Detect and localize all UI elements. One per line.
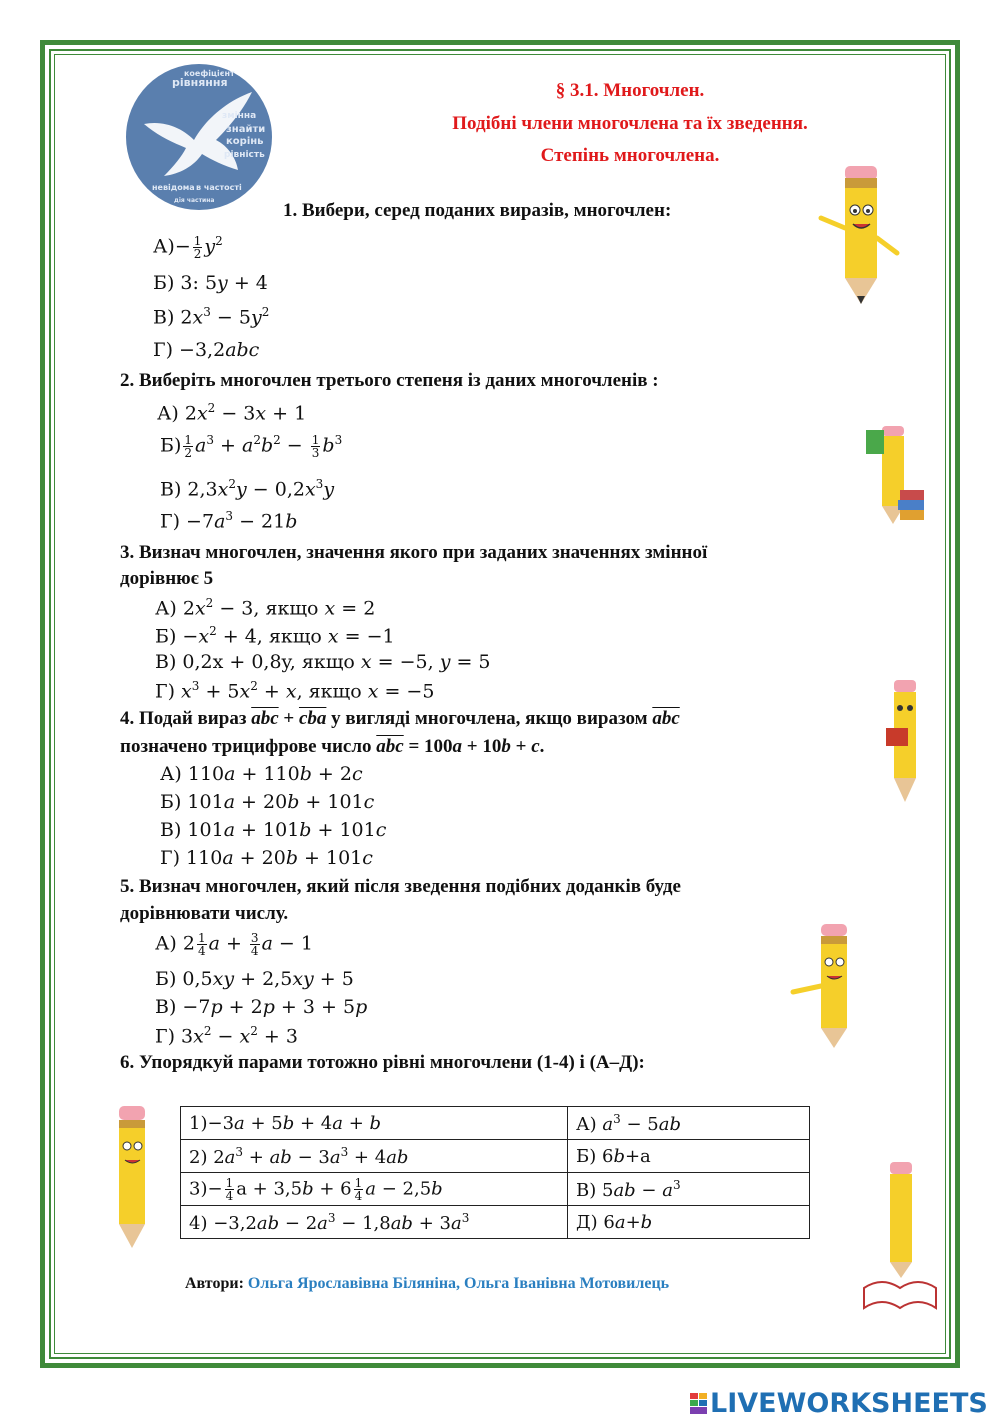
question-1: 1. Вибери, серед поданих виразів, многочлен: bbox=[283, 200, 672, 221]
table-row bbox=[181, 1140, 810, 1173]
liveworksheets-brand[interactable]: LIVEWORKSHEETS bbox=[690, 1388, 988, 1419]
logo-word: змінна bbox=[222, 111, 257, 121]
q1-option-a[interactable]: А)− $\frac{1}{2}$ $y^2$ bbox=[153, 233, 223, 261]
q3-option-c[interactable]: В) 0,2x + 0,8y, якщо x = −5, y = 5 bbox=[155, 651, 491, 673]
q2-option-b[interactable]: Б) $\frac{1}{2}$ $a^3 + a^2b^2$ − $\frac{1}{3}$ $b^3$ bbox=[160, 432, 343, 460]
logo-word: рівняння bbox=[172, 76, 228, 89]
question-3-line1: 3. Визнач многочлен, значення якого при заданих значеннях змінної bbox=[120, 542, 708, 563]
question-2: 2. Виберіть многочлен третього степеня із даних многочленів : bbox=[120, 370, 659, 391]
question-6: 6. Упорядкуй парами тотожно рівні многочлени (1-4) і (А–Д): bbox=[120, 1052, 645, 1073]
liveworksheets-logo-icon bbox=[690, 1393, 708, 1415]
pencil-book-icon bbox=[880, 676, 930, 806]
pencil-reading-icon bbox=[862, 420, 927, 525]
q3-option-b[interactable]: $Б) -x^2 + 4$, якщо x = −1 bbox=[155, 624, 395, 648]
table-row bbox=[181, 1173, 810, 1206]
logo-word: в частості bbox=[196, 183, 242, 192]
dove-wordcloud-logo bbox=[124, 62, 274, 212]
q5-option-a[interactable]: А) 2 $\frac{1}{4}$ a + $\frac{3}{4}$ a − 1 bbox=[155, 931, 313, 958]
right-item-d[interactable]: Д) 6a+b bbox=[568, 1206, 810, 1239]
pencil-waving-icon bbox=[785, 920, 870, 1050]
question-5-line1: 5. Визнач многочлен, який після зведення подібних доданків буде bbox=[120, 876, 681, 897]
right-item-a[interactable]: А) $a^3 - 5ab$ bbox=[568, 1107, 810, 1140]
title-degree: Степінь многочлена. bbox=[540, 145, 720, 166]
left-item-2[interactable]: 2) $2a^3$ + ab − $3a^3 + 4ab$ bbox=[181, 1140, 568, 1173]
q2-option-a[interactable]: А) $2x^2 - 3x + 1$ bbox=[157, 401, 307, 425]
table-row bbox=[181, 1107, 810, 1140]
right-item-c[interactable]: В) $5ab - a^3$ bbox=[568, 1173, 810, 1206]
q5-option-c[interactable]: В) −7p + 2p + 3 + 5p bbox=[155, 996, 368, 1018]
q5-option-b[interactable]: Б) 0,5xy + 2,5xy + 5 bbox=[155, 968, 354, 990]
pencil-mascot-icon bbox=[815, 158, 905, 308]
logo-word: знайти bbox=[226, 124, 266, 135]
q2-option-c[interactable]: В) $2,3x^2y - 0,2x^3y$ bbox=[160, 477, 335, 501]
left-item-3[interactable]: 3)− $\frac{1}{4}$ a + 3,5b + 6 $\frac{1}{4}$ a − 2,5b bbox=[181, 1173, 568, 1206]
q1-option-b[interactable]: Б) 3: 5y + 4 bbox=[153, 272, 268, 294]
q4-option-b[interactable]: Б) 101a + 20b + 101c bbox=[160, 791, 375, 813]
q5-option-d[interactable]: Г) $3x^2 - x^2 + 3$ bbox=[155, 1024, 298, 1048]
matching-table bbox=[180, 1106, 810, 1239]
q4-option-c[interactable]: В) 101a + 101b + 101c bbox=[160, 819, 387, 841]
q2-option-d[interactable]: $Г) -7a^3 - 21b$ bbox=[160, 509, 298, 533]
q3-option-d[interactable]: Г) $x^3 + 5x^2 + x$, якщо x = −5 bbox=[155, 679, 435, 703]
logo-word: рівність bbox=[224, 150, 265, 160]
left-item-1[interactable]: 1)−3a + 5b + 4a + b bbox=[181, 1107, 568, 1140]
question-5-line2: дорівнювати числу. bbox=[120, 903, 289, 924]
table-row bbox=[181, 1206, 810, 1239]
q4-option-d[interactable]: Г) 110a + 20b + 101c bbox=[160, 847, 373, 869]
q1-option-c[interactable]: В) $2x^3 - 5y^2$ bbox=[153, 305, 270, 329]
q3-option-a[interactable]: А) $2x^2 - 3$, якщо x = 2 bbox=[155, 596, 376, 620]
logo-word: дія частина bbox=[174, 197, 215, 204]
title-subject: Подібні члени многочлена та їх зведення. bbox=[452, 113, 808, 134]
left-item-4[interactable]: $4) -3,2ab - 2a^3 - 1,8ab + 3a^3$ bbox=[181, 1206, 568, 1239]
question-4-line1: 4. Подай вираз $\overline{abc} + \overline{cba}$ у вигляді многочлена, якщо виразом $\overline{abc}$ bbox=[120, 708, 680, 729]
q4-option-a[interactable]: А) 110a + 110b + 2c bbox=[160, 763, 363, 785]
pencil-open-book-icon bbox=[860, 1158, 940, 1318]
right-item-b[interactable]: Б) 6b+a bbox=[568, 1140, 810, 1173]
authors-line: Автори: Ольга Ярославівна Біляніна, Ольга Іванівна Мотовилець bbox=[185, 1275, 670, 1292]
pencil-left-icon bbox=[103, 1100, 161, 1250]
logo-word: невідома bbox=[152, 183, 195, 192]
title-section: § 3.1. Многочлен. bbox=[555, 80, 705, 101]
logo-word: коефіцієнт bbox=[184, 69, 235, 78]
question-3-line2: дорівнює 5 bbox=[120, 568, 214, 589]
question-4-line2: позначено трицифрове число $\overline{abc} = 100a + 10b + c$. bbox=[120, 736, 545, 757]
logo-word: корінь bbox=[226, 136, 264, 147]
q1-option-d[interactable]: Г) −3,2abc bbox=[153, 339, 260, 361]
